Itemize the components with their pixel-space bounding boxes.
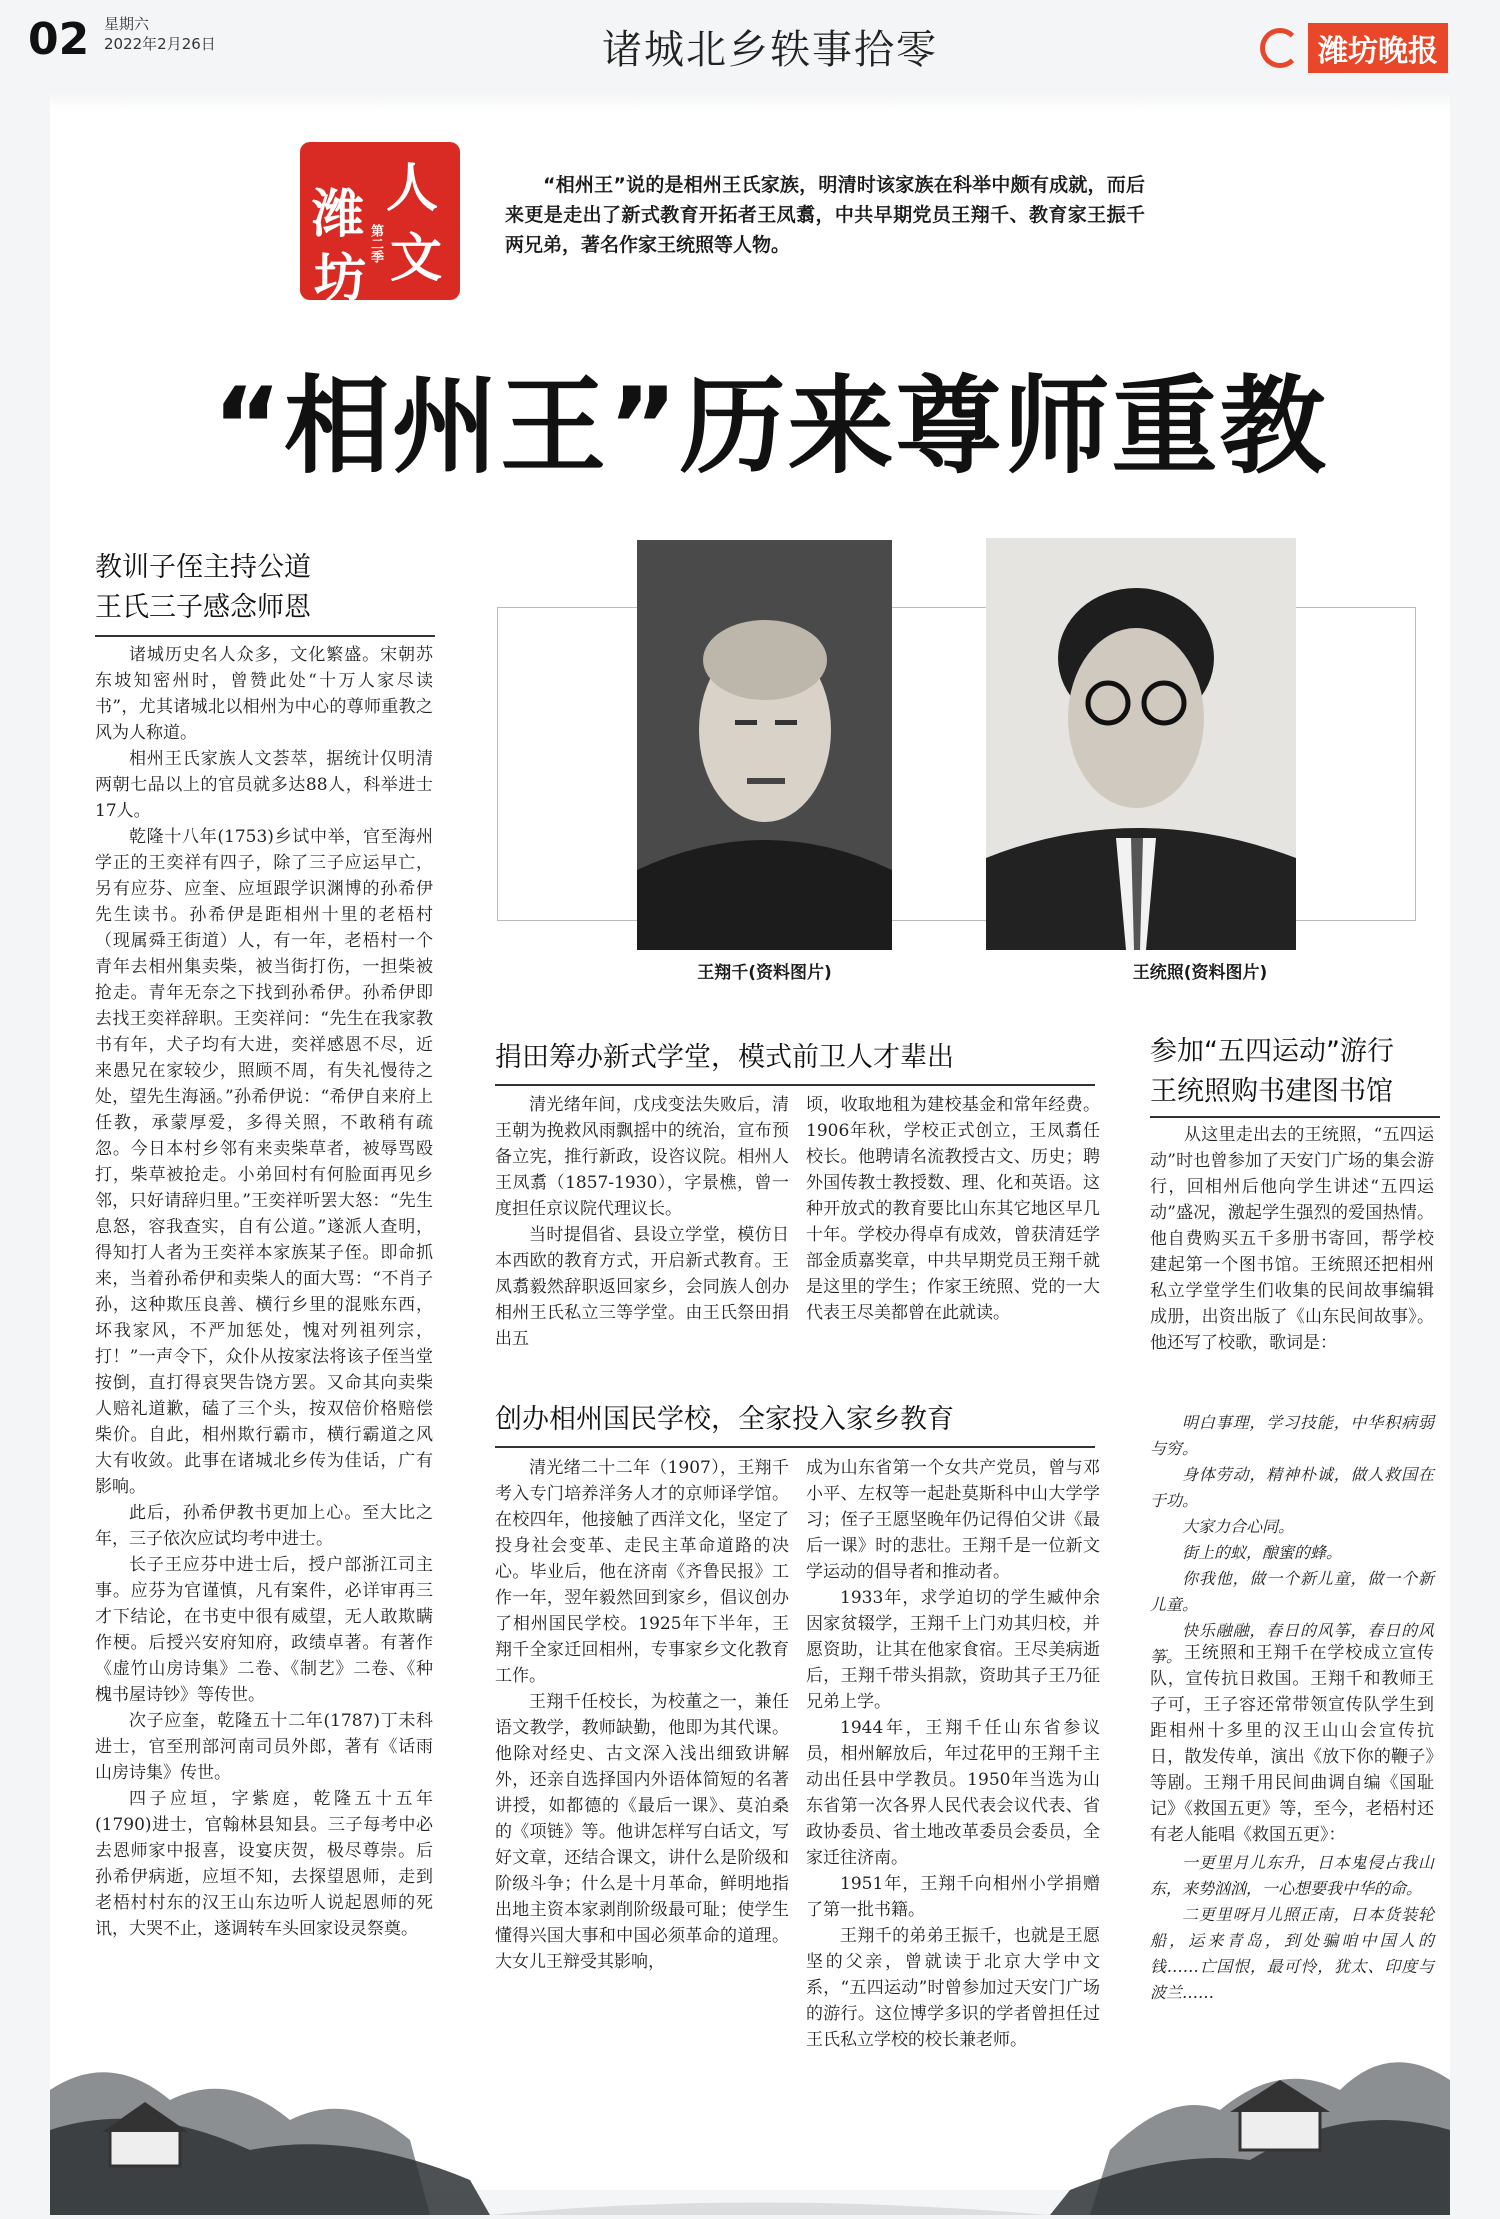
paragraph: 清光绪二十二年（1907），王翔千考入专门培养洋务人才的京师译学馆。在校四年，他接触了西洋文化，坚定了投身社会变革、走民主革命道路的决心。毕业后，他在济南《齐鲁民报》工作一年，翌年毅然回到家乡，倡议创办了相州国民学校。1925年下半年，王翔千全家迁回相州，专事家乡文化教育工作。 xyxy=(495,1458,789,1686)
section4-rule xyxy=(1150,1116,1440,1118)
paragraph: 从这里走出去的王统照，“五四运动”时也曾参加了天安门广场的集会游行，回相州后他向学生讲述“五四运动”盛况，激起学生强烈的爱国热情。他自费购买五千多册书寄回，帮学校建起第一个图书馆。王统照还把相州私立学堂学生们收集的民间故事编辑成册，出资出版了《山东民间故事》。他还写了校歌，歌词是： xyxy=(1150,1125,1434,1353)
song-line: 二更里呀月儿照正南，日本货装轮船，运来青岛，到处骗咱中国人的钱……亡国恨，最可怜，犹太、印度与波兰…… xyxy=(1150,1905,1434,2002)
paragraph: 此后，孙希伊教书更加上心。至大比之年，三子依次应试均考中进士。 xyxy=(95,1503,433,1549)
section1-title xyxy=(95,548,415,628)
newspaper-logo xyxy=(1260,22,1448,74)
section3-rule xyxy=(495,1446,1095,1448)
photo-caption: 王统照(资料图片) xyxy=(1132,963,1268,983)
brush-edge xyxy=(50,92,1450,112)
paragraph: 成为山东省第一个女共产党员，曾与邓小平、左权等一起赴莫斯科中山大学学习；侄子王愿坚晚年仍记得伯父讲《最后一课》时的悲壮。王翔千是一位新文学运动的倡导者和推动者。 xyxy=(806,1458,1100,1582)
photo-caption: 王翔千(资料图片) xyxy=(697,963,832,983)
paragraph: 四子应垣，字紫庭，乾隆五十五年(1790)进士，官翰林县知县。三子每考中必去恩师家中报喜，设宴庆贺，极尽尊崇。后孙希伊病逝，应垣不知，去探望恩师，走到老梧村村东的汉王山东边听人说起恩师的死讯，大哭不止，遂调转车头回家设灵祭奠。 xyxy=(95,1789,433,1939)
portrait-wang-tongzhao xyxy=(986,538,1296,950)
paragraph: 1944年，王翔千任山东省参议员，相州解放后，年过花甲的王翔千主动出任县中学教员。1950年当选为山东省第一次各界人民代表会议代表、省政协委员、省土地改革委员会委员，全家迁往济南。 xyxy=(806,1718,1100,1868)
school-song xyxy=(1150,1410,1434,1670)
song-line: 一更里月儿东升，日本鬼侵占我山东，来势汹汹，一心想要我中华的命。 xyxy=(1150,1853,1434,1898)
paragraph: 相州王氏家族人文荟萃，据统计仅明清两朝七品以上的官员就多达88人，科举进士17人。 xyxy=(95,749,433,821)
ink-painting-village xyxy=(50,1960,1450,2215)
paragraph: 1951年，王翔千向相州小学捐赠了第一批书籍。 xyxy=(806,1874,1100,1920)
section4-body2 xyxy=(1150,1640,1434,1848)
stamp-char: 文 xyxy=(390,228,443,289)
section2-col2 xyxy=(806,1092,1100,1326)
paragraph: 当时提倡省、县设立学堂，模仿日本西欧的教育方式，开启新式教育。王凤翥毅然辞职返回家乡，会同族人创办相州王氏私立三等学堂。由王氏祭田捐出五 xyxy=(495,1225,789,1349)
paragraph: 王统照和王翔千在学校成立宣传队，宣传抗日救国。王翔千和教师王子可，王子容还常带领宣传队学生到距相州十多里的汉王山山会宣传抗日，散发传单，演出《放下你的鞭子》等剧。王翔千用民间曲调自编《国耻记》《救国五更》等，至今，老梧村还有老人能唱《救国五更》： xyxy=(1150,1643,1434,1845)
section2-title: 捐田筹办新式学堂，模式前卫人才辈出 xyxy=(495,1042,954,1073)
stamp-char: 坊 xyxy=(314,248,367,309)
song-line: 大家力合心同。 xyxy=(1182,1517,1295,1536)
paragraph: 顷，收取地租为建校基金和常年经费。1906年秋，学校正式创立，王凤翥任校长。他聘请名流教授古文、历史；聘外国传教士教授数、理、化和英语。这种开放式的教育要比山东其它地区早几十年。学校办得卓有成效，曾获清廷学部金质嘉奖章，中共早期党员王翔千就是这里的学生；作家王统照、党的一大代表王尽美都曾在此就读。 xyxy=(806,1095,1100,1323)
stamp-char: 潍 xyxy=(312,184,365,245)
column-stamp xyxy=(300,142,460,309)
section-title: 诸城北乡轶事拾零 xyxy=(602,27,938,73)
paragraph: 诸城历史名人众多，文化繁盛。宋朝苏东坡知密州时，曾赞此处“十万人家尽读书”，尤其诸城北以相州为中心的尊师重教之风为人称道。 xyxy=(95,645,433,743)
song-line: 你我他，做一个新儿童，做一个新儿童。 xyxy=(1150,1569,1434,1614)
section1-title-line2: 王氏三子感念师恩 xyxy=(95,592,311,623)
headline: “相州王”历来尊师重教 xyxy=(212,365,1328,488)
newspaper-name: 潍坊晚报 xyxy=(1308,23,1448,73)
section1-rule xyxy=(95,635,435,637)
section4-title xyxy=(1150,1032,1440,1112)
song-line: 明白事理，学习技能，中华积病弱与穷。 xyxy=(1150,1413,1434,1458)
section1-body xyxy=(95,642,433,1942)
song-line: 快乐融融，春日的风筝，春日的风筝。 xyxy=(1150,1621,1434,1666)
section4-title-line2: 王统照购书建图书馆 xyxy=(1150,1076,1393,1107)
date: 2022年2月26日 xyxy=(104,35,216,53)
section1-title-line1: 教训子侄主持公道 xyxy=(95,552,311,583)
paragraph: 清光绪年间，戊戌变法失败后，清王朝为挽救风雨飘摇中的统治，宣布预备立宪，推行新政，设咨议院。相州人王凤翥（1857-1930），字景樵，曾一度担任京议院代理议长。 xyxy=(495,1095,789,1219)
weekday: 星期六 xyxy=(104,15,150,33)
paragraph: 长子王应芬中进士后，授户部浙江司主事。应芬为官谨慎，凡有案件，必详审再三才下结论，在书吏中很有威望，无人敢欺瞒作梗。后授兴安府知府，政绩卓著。有著作《虚竹山房诗集》二卷、《制艺》二卷、《种槐书屋诗钞》等传世。 xyxy=(95,1555,433,1705)
logo-swirl-icon xyxy=(1260,28,1300,68)
paragraph: 1933年，求学迫切的学生臧仲余因家贫辍学，王翔千上门劝其归校，并愿资助，让其在他家食宿。王尽美病逝后，王翔千带头捐款，资助其子王乃征兄弟上学。 xyxy=(806,1588,1100,1712)
page-number: 02 xyxy=(28,14,90,65)
paragraph: 次子应奎，乾隆五十二年(1787)丁未科进士，官至刑部河南司员外郎，著有《话雨山房诗集》传世。 xyxy=(95,1711,433,1783)
section2-col1 xyxy=(495,1092,789,1352)
stamp-season: 第二季 xyxy=(368,224,383,263)
section3-title: 创办相州国民学校，全家投入家乡教育 xyxy=(495,1404,954,1435)
portrait-wang-xiangqian xyxy=(637,540,892,950)
issue-date xyxy=(104,14,216,54)
paragraph: 王翔千的弟弟王振千，也就是王愿坚的父亲，曾就读于北京大学中文系，“五四运动”时曾参加过天安门广场的游行。这位博学多识的学者曾担任过王氏私立学校的校长兼老师。 xyxy=(806,1926,1100,2050)
song-line: 街上的蚁，酿蜜的蜂。 xyxy=(1182,1543,1343,1562)
paragraph: 乾隆十八年(1753)乡试中举，官至海州学正的王奕祥有四子，除了三子应运早亡，另有应芬、应奎、应垣跟学识渊博的孙希伊先生读书。孙希伊是距相州十里的老梧村（现属舜王街道）人，有一年，老梧村一个青年去相州集卖柴，被当街打伤，一担柴被抢走。青年无奈之下找到孙希伊。孙希伊即去找王奕祥辞职。王奕祥问：“先生在我家教书有年，犬子均有大进，奕祥感恩不尽，近来愚兄在家较少，照顾不周，有失礼慢待之处，望先生海涵。”孙希伊说：“希伊自来府上任教，承蒙厚爱，多得关照，不敢稍有疏忽。今日本村乡邻有来卖柴草者，被辱骂殴打，柴草被抢走。小弟回村有何脸面再见乡邻，只好请辞归里。”王奕祥听罢大怒：“先生息怒，容我查实，自有公道。”遂派人查明，得知打人者为王奕祥本家族某子侄。即命抓来，当着孙希伊和卖柴人的面大骂：“不肖子孙，这种欺压良善、横行乡里的混账东西，坏我家风，不严加惩处，愧对列祖列宗，打！”一声令下，众仆从按家法将该子侄当堂按倒，直打得哀哭告饶方罢。又命其向卖柴人赔礼道歉，磕了三个头，按双倍价格赔偿柴价。自此，相州欺行霸市，横行霸道之风大有收敛。此事在诸城北乡传为佳话，广有影响。 xyxy=(95,827,433,1497)
section4-title-line1: 参加“五四运动”游行 xyxy=(1150,1036,1394,1067)
section3-col1 xyxy=(495,1455,789,1975)
section2-rule xyxy=(495,1084,1095,1086)
section4-body xyxy=(1150,1122,1434,1356)
intro-text: “相州王”说的是相州王氏家族，明清时该家族在科举中颇有成就，而后来更是走出了新式教育开拓者王凤翥，中共早期党员王翔千、教育家王振千两兄弟，著名作家王统照等人物。 xyxy=(505,174,1145,256)
paragraph: 王翔千任校长，为校董之一，兼任语文教学，教师缺勤，他即为其代课。他除对经史、古文深入浅出细致讲解外，还亲自选择国内外语体简短的名著讲授，如都德的《最后一课》、莫泊桑的《项链》等。他讲怎样写白话文，写好文章，还结合课文，讲什么是阶级和阶级斗争；什么是十月革命，鲜明地指出地主资本家剥削阶级最可耻；使学生懂得兴国大事和中国必须革命的道理。大女儿王辩受其影响， xyxy=(495,1692,789,1972)
stamp-char: 人 xyxy=(386,158,439,219)
song-line: 身体劳动，精神朴诚，做人救国在于功。 xyxy=(1150,1465,1434,1510)
